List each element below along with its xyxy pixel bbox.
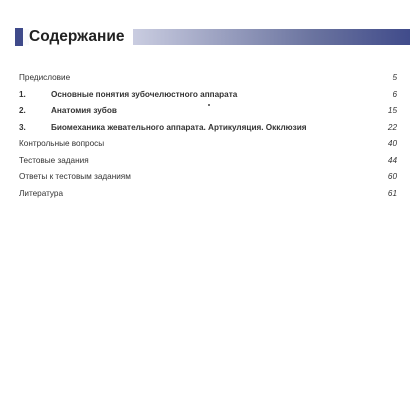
toc-entry-page: 5 (392, 73, 397, 82)
toc-chapter-entry[interactable] (19, 120, 397, 137)
toc-entry[interactable] (19, 136, 397, 153)
toc-entry-page: 6 (392, 89, 397, 99)
toc-entry-label: Литература (19, 188, 64, 198)
toc-entry-page: 15 (387, 106, 397, 115)
toc-entry-page: 44 (387, 155, 397, 165)
toc-chapter-number: 3. (19, 122, 26, 132)
section-header (15, 27, 410, 47)
toc-entry-label: Контрольные вопросы (19, 139, 105, 148)
toc-chapter-entry[interactable] (19, 87, 397, 104)
toc-entry-label: Ответы к тестовым заданиям (19, 172, 131, 181)
toc-entry-page: 61 (387, 188, 397, 198)
toc-entry-page: 40 (387, 139, 397, 148)
toc-entry-page: 22 (387, 122, 397, 132)
toc-entry-label: Основные понятия зубочелюстного аппарата (51, 89, 238, 99)
stray-dot-mark (208, 104, 210, 106)
toc-chapter-number: 1. (19, 89, 26, 99)
toc-entry-page: 60 (387, 172, 397, 181)
table-of-contents (19, 70, 397, 202)
toc-entry-label: Анатомия зубов (51, 106, 117, 115)
header-accent-block (15, 28, 23, 46)
toc-entry-label: Биомеханика жевательного аппарата. Артикуляция. Окклюзия (51, 122, 307, 132)
toc-entry[interactable] (19, 70, 397, 87)
toc-chapter-number: 2. (19, 106, 26, 115)
toc-entry[interactable] (19, 169, 397, 186)
toc-entry[interactable] (19, 186, 397, 203)
toc-entry-label: Предисловие (19, 73, 71, 82)
page-title: Содержание (29, 27, 133, 47)
toc-entry[interactable] (19, 153, 397, 170)
toc-entry-label: Тестовые задания (19, 155, 89, 165)
